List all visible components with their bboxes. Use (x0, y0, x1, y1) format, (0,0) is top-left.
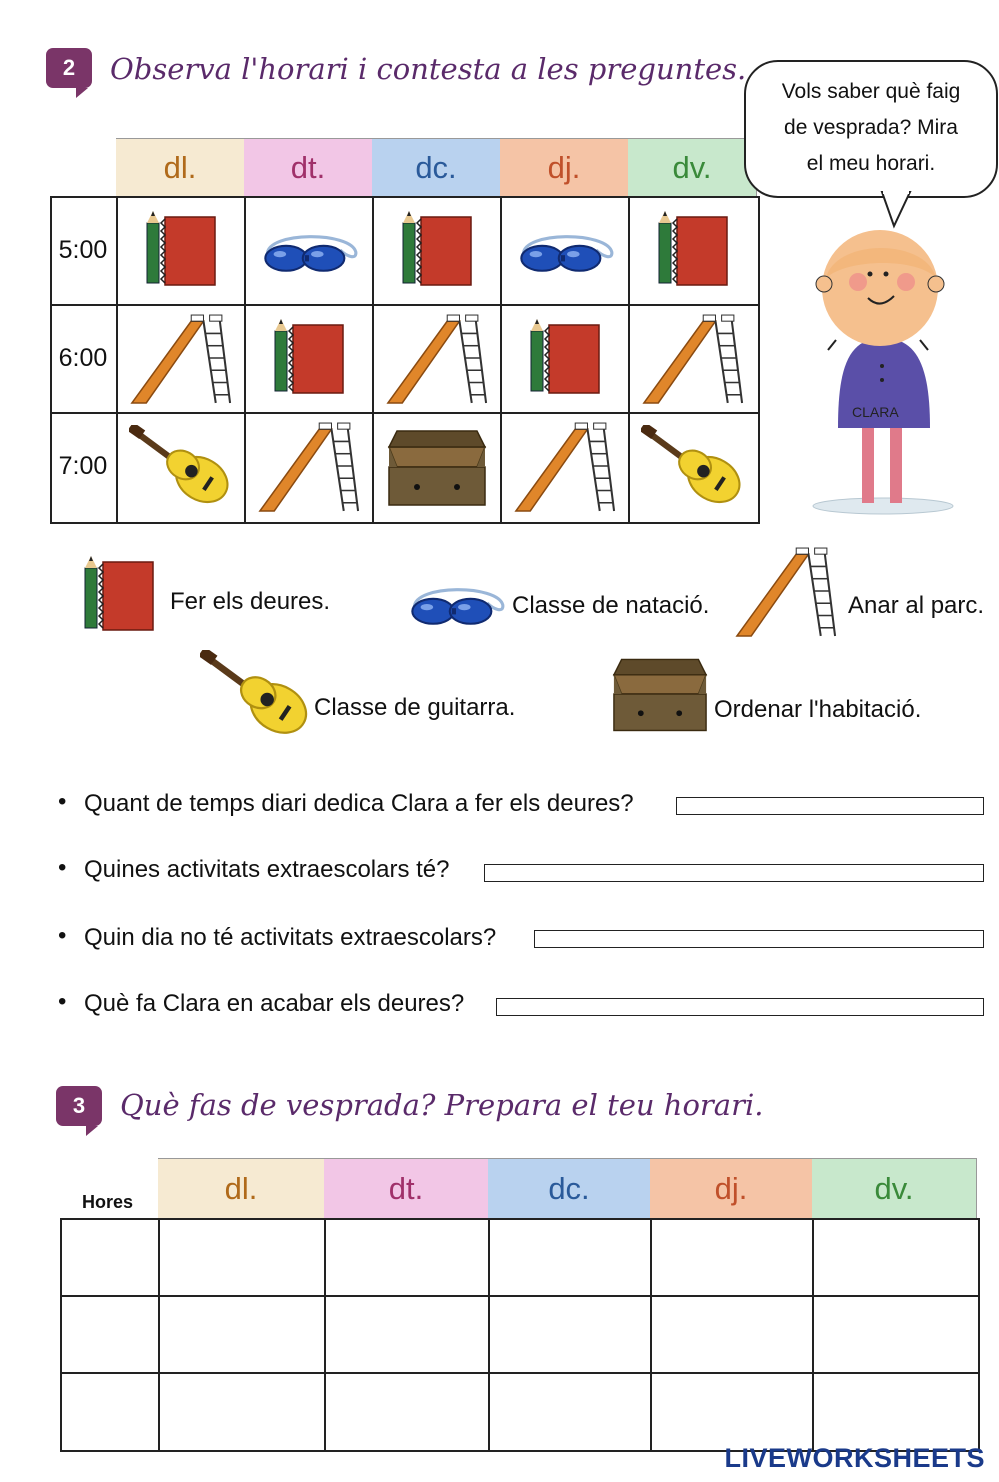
answer-field-1[interactable] (676, 797, 984, 815)
slide-icon (373, 306, 501, 412)
question-3: • Quin dia no té activitats extraescolars? (84, 924, 496, 952)
time-label: 6:00 (58, 344, 108, 372)
exercise-3-number: 3 (72, 1093, 86, 1118)
exercise-3-title: Què fas de vesprada? Prepara el teu horari. (120, 1088, 764, 1122)
day-header-dl: dl. (116, 138, 245, 197)
question-2: • Quines activitats extraescolars té? (84, 856, 450, 884)
legend-guitar-icon (200, 650, 312, 740)
legend-slide-icon (730, 546, 842, 638)
day-header-dc: dc. (372, 138, 501, 197)
exercise-2-title: Observa l'horari i contesta a les preguntes. (110, 52, 747, 86)
legend-swimming-label: Classe de natació. (512, 592, 710, 619)
day-header-dt: dt. (244, 138, 373, 197)
slide-icon (117, 306, 245, 412)
day-header-dj: dj. (650, 1158, 813, 1219)
slide-icon (245, 414, 373, 520)
legend-homework-label: Fer els deures. (170, 588, 331, 615)
hours-label: Hores (82, 1192, 134, 1212)
speech-line: de vesprada? Mira (784, 116, 958, 139)
guitar-icon (117, 414, 245, 520)
homework-icon (245, 306, 373, 412)
exercise-3-badge (56, 1086, 102, 1126)
legend-park-label: Anar al parc. (848, 592, 985, 619)
speech-bubble (744, 60, 998, 198)
character-name: CLARA (852, 404, 899, 420)
day-header-dc: dc. (488, 1158, 651, 1219)
goggles-icon (245, 198, 373, 304)
legend-homework-icon (78, 556, 160, 636)
clara-character (808, 228, 958, 518)
liveworksheets-watermark: LIVEWORKSHEETS (724, 1443, 985, 1473)
box-icon (373, 414, 501, 520)
guitar-icon (629, 414, 757, 520)
time-label: 7:00 (58, 452, 108, 480)
exercise-2-number: 2 (62, 55, 76, 80)
day-header-dv: dv. (628, 138, 757, 197)
legend-box-icon (612, 654, 708, 734)
legend-tidy-label: Ordenar l'habitació. (714, 696, 922, 723)
slide-icon (501, 414, 629, 520)
slide-icon (629, 306, 757, 412)
exercise-2-badge (46, 48, 92, 88)
day-header-dj: dj. (500, 138, 629, 197)
bubble-tail (880, 190, 920, 230)
legend-guitar-label: Classe de guitarra. (314, 694, 516, 721)
homework-icon (373, 198, 501, 304)
goggles-icon (501, 198, 629, 304)
question-1: • Quant de temps diari dedica Clara a fer els deures? (84, 790, 634, 818)
time-label: 5:00 (58, 236, 108, 264)
answer-field-3[interactable] (534, 930, 984, 948)
answer-field-2[interactable] (484, 864, 984, 882)
day-header-dt: dt. (324, 1158, 489, 1219)
speech-line: el meu horari. (806, 152, 936, 175)
day-header-dl: dl. (158, 1158, 325, 1219)
answer-field-4[interactable] (496, 998, 984, 1016)
legend-goggles-icon (404, 578, 508, 630)
homework-icon (117, 198, 245, 304)
homework-icon (629, 198, 757, 304)
homework-icon (501, 306, 629, 412)
my-schedule-grid (60, 1218, 980, 1452)
question-4: • Què fa Clara en acabar els deures? (84, 990, 464, 1018)
day-header-dv: dv. (812, 1158, 977, 1219)
speech-line: Vols saber què faig (781, 80, 961, 103)
